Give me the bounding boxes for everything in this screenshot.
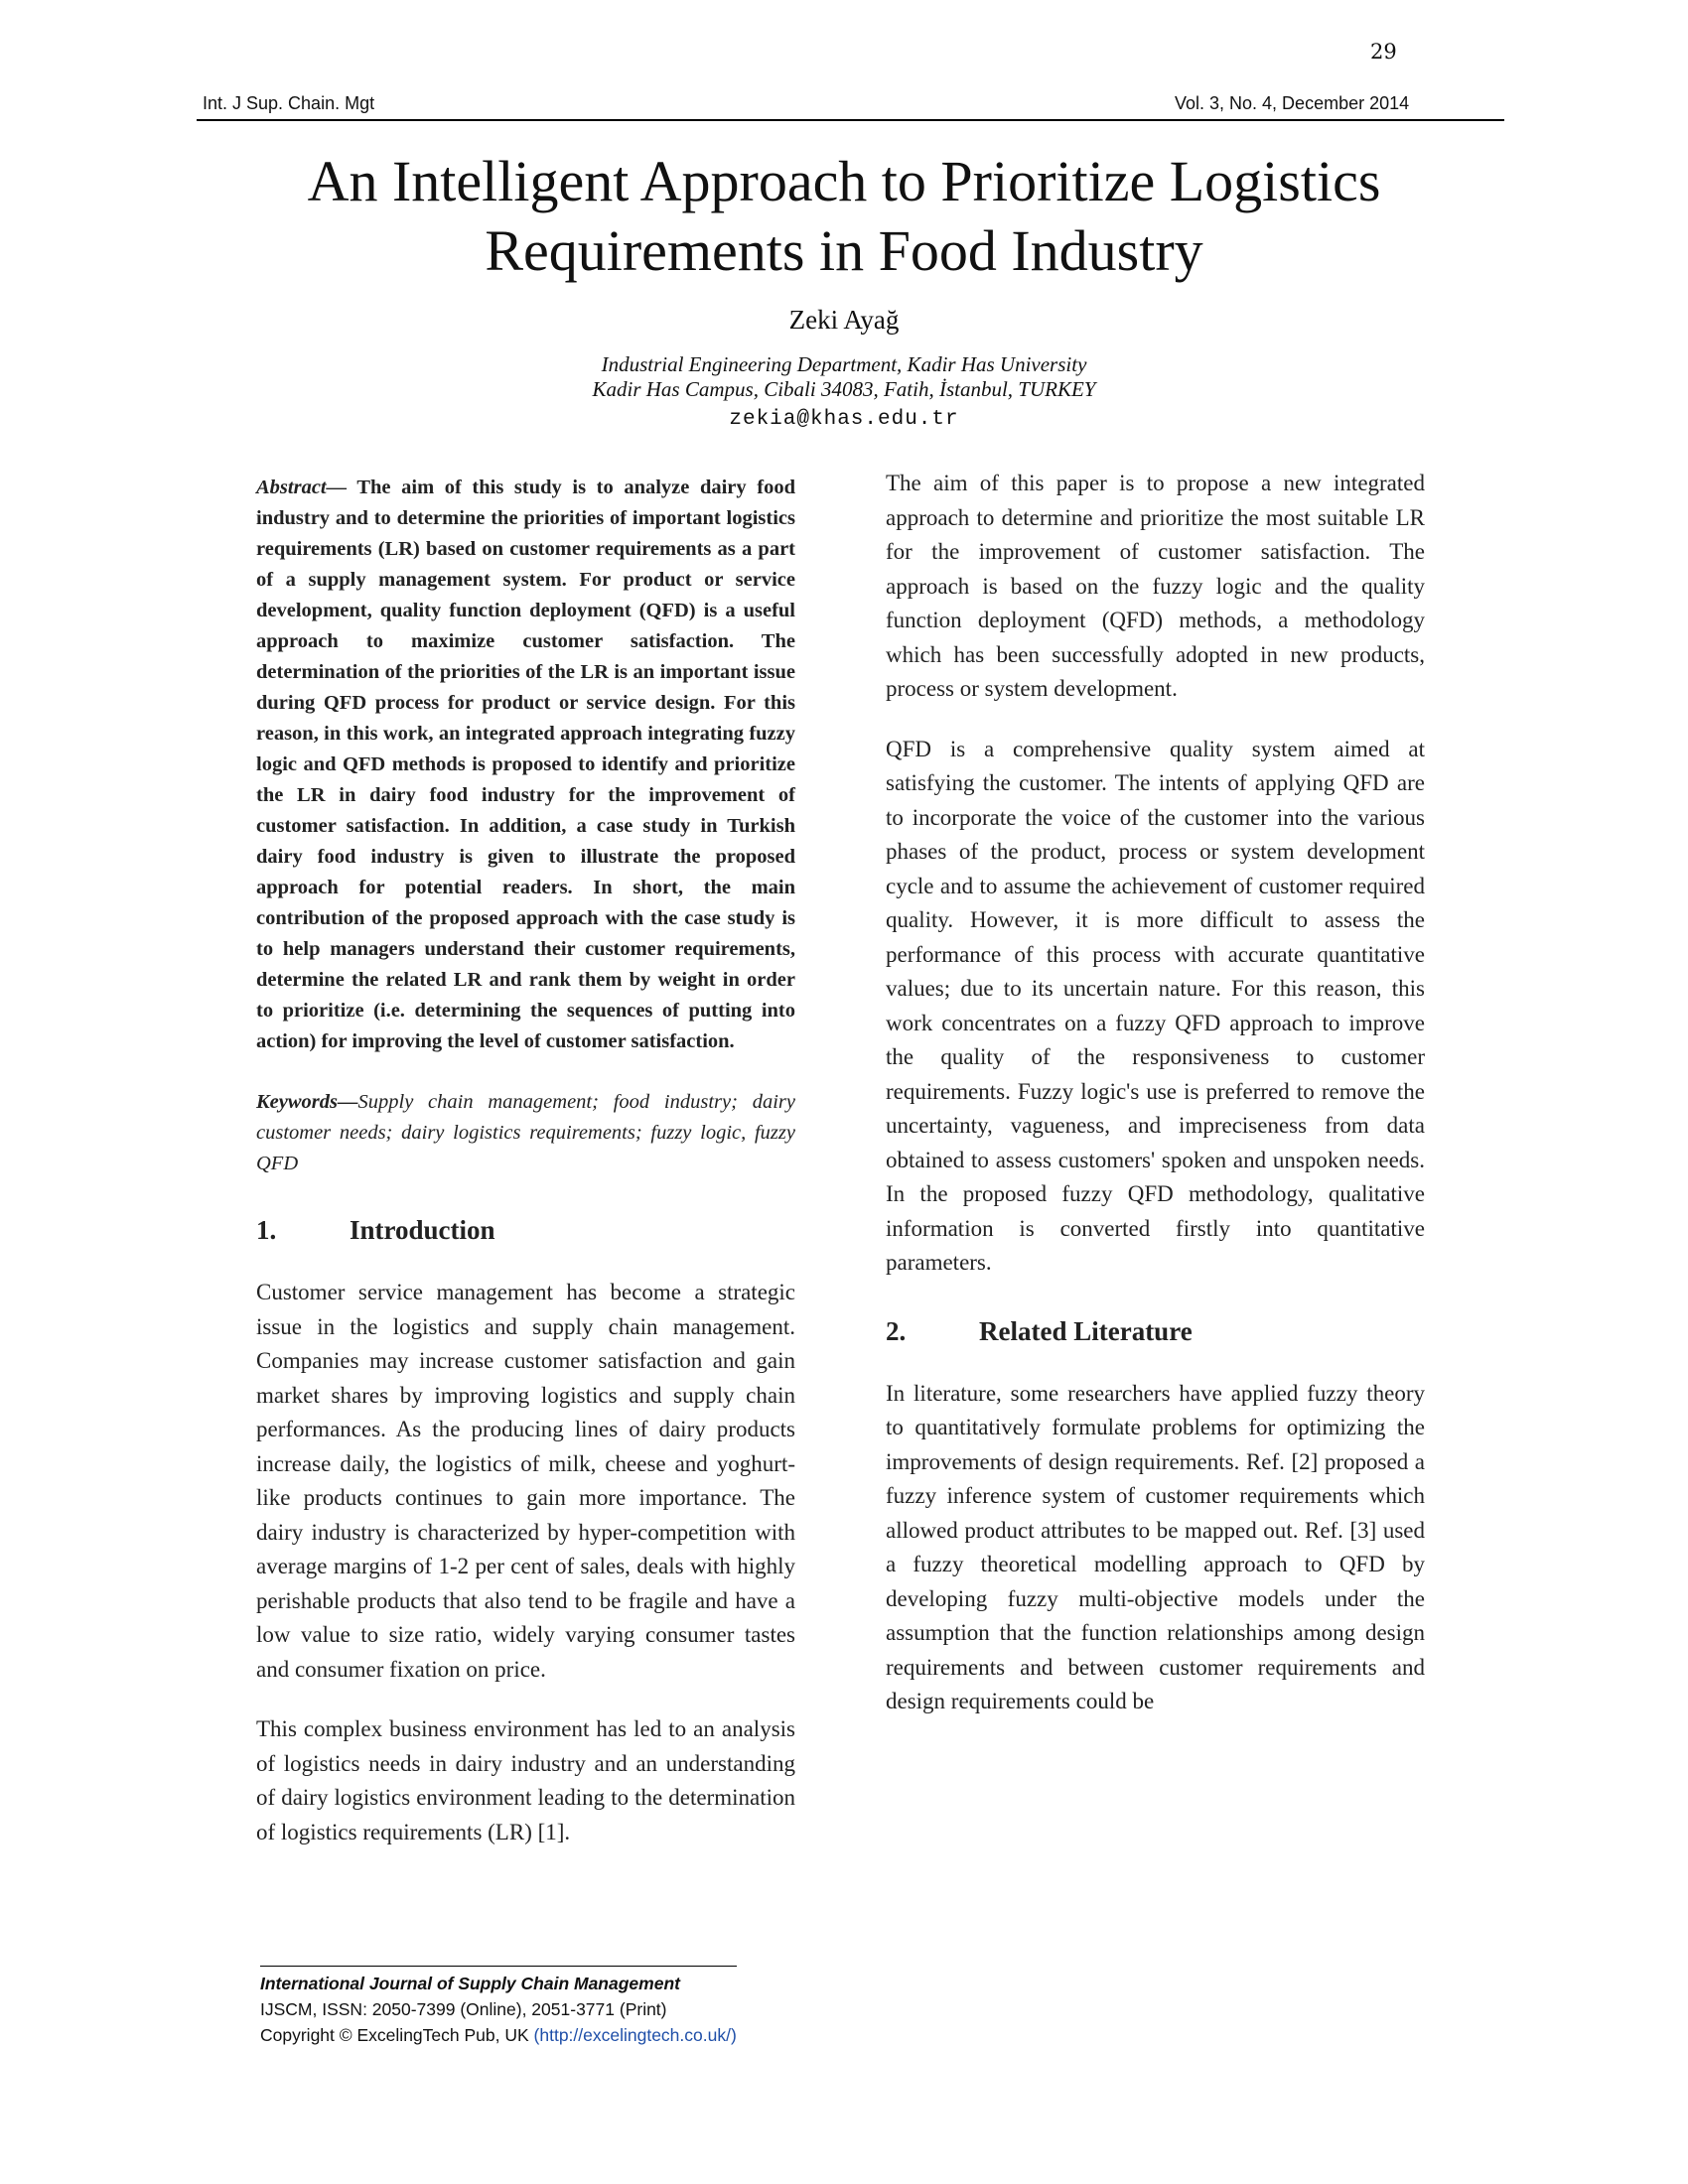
- running-header-journal: Int. J Sup. Chain. Mgt: [203, 93, 375, 113]
- section-number: 1.: [256, 1215, 277, 1245]
- section-heading-related-literature: [886, 1316, 1425, 1347]
- header-divider: [197, 119, 1504, 121]
- paper-title: An Intelligent Approach to Prioritize Logistics Requirements in Food Industry: [307, 149, 1381, 283]
- author-email: zekia@khas.edu.tr: [729, 408, 959, 431]
- abstract-text: The aim of this study is to analyze dairy food industry and to determine the priorities of important logistics requirements (LR) based on customer requirements as a part of a supply management system. For product or service development, quality function deployment (QFD) is a useful approach to maximize customer satisfaction. The determination of the priorities of the LR is an important issue during QFD process for product or service design. For this reason, in this work, an integrated approach integrating fuzzy logic and QFD methods is proposed to identify and prioritize the LR in dairy food industry for the improvement of customer satisfaction. In addition, a case study in Turkish dairy food industry is given to illustrate the proposed approach for potential readers. In short, the main contribution of the proposed approach with the case study is to help managers understand their customer requirements, determine the related LR and rank them by weight in order to prioritize (i.e. determining the sequences of putting into action) for improving the level of customer satisfaction.: [256, 477, 795, 1052]
- left-column: [256, 473, 795, 1849]
- section-title: Related Literature: [979, 1315, 1193, 1346]
- abstract-label: Abstract—: [256, 477, 348, 498]
- paragraph: In literature, some researchers have applied fuzzy theory to quantitatively formulate problems for optimizing the improvements of design requirements. Ref. [2] proposed a fuzzy inference system of customer requirements which allowed product attributes to be mapped out. Ref. [3] used a fuzzy theoretical modelling approach to QFD by developing fuzzy multi-objective models under the assumption that the function relationships among design requirements and between customer requirements and design requirements could be: [886, 1380, 1425, 1713]
- keywords-label: Keywords—: [256, 1091, 358, 1113]
- author-address: Kadir Has Campus, Cibali 34083, Fatih, İstanbul, TURKEY: [592, 377, 1096, 401]
- keywords: [256, 1087, 795, 1179]
- section-number: 2.: [886, 1315, 907, 1346]
- keywords-text: Supply chain management; food industry; dairy customer needs; dairy logistics requirements; fuzzy logic, fuzzy QFD: [256, 1091, 795, 1174]
- footer-divider: [260, 1966, 737, 1967]
- paragraph: Customer service management has become a strategic issue in the logistics and supply chain management. Companies may increase customer satisfaction and gain market shares by improving logistics and supply chain performances. As the producing lines of dairy products increase daily, the logistics of milk, cheese and yoghurt-like products continues to gain more importance. The dairy industry is characterized by hyper-competition with average margins of 1-2 per cent of sales, deals with highly perishable products that also tend to be fragile and have a low value to size ratio, widely varying consumer tastes and consumer fixation on price.: [256, 1280, 795, 1682]
- paragraph: The aim of this paper is to propose a new integrated approach to determine and prioritize the most suitable LR for the improvement of customer satisfaction. The approach is based on the fuzzy logic and the quality function deployment (QFD) methods, a methodology which has been successfully adopted in new products, process or system development.: [886, 471, 1425, 701]
- running-header-volume: Vol. 3, No. 4, December 2014: [1175, 93, 1410, 113]
- paragraph: This complex business environment has led to an analysis of logistics needs in dairy industry and an understanding of dairy logistics environment leading to the determination of logistics requirements (LR) [1].: [256, 1716, 795, 1844]
- footer-issn: IJSCM, ISSN: 2050-7399 (Online), 2051-3771 (Print): [260, 1999, 667, 2019]
- publisher-link[interactable]: (http://excelingtech.co.uk/): [533, 2025, 737, 2045]
- footer-copyright: [260, 2025, 737, 2046]
- page-number: 29: [1370, 40, 1397, 64]
- author-affiliation: Industrial Engineering Department, Kadir Has University: [601, 352, 1087, 376]
- section-title: Introduction: [350, 1215, 495, 1245]
- abstract: [256, 473, 795, 1057]
- footer-journal-name: International Journal of Supply Chain Management: [260, 1974, 680, 1993]
- right-column: [886, 467, 1425, 1745]
- section-heading-introduction: [256, 1215, 795, 1246]
- copyright-text: Copyright © ExcelingTech Pub, UK: [260, 2025, 534, 2045]
- author-name: Zeki Ayağ: [788, 305, 900, 335]
- paragraph: QFD is a comprehensive quality system aimed at satisfying the customer. The intents of applying QFD are to incorporate the voice of the customer into the various phases of the product, process or system development cycle and to assume the achievement of customer required quality. However, it is more difficult to assess the performance of this process with accurate quantitative values; due to its uncertain nature. For this reason, this work concentrates on a fuzzy QFD approach to improve the quality of the responsiveness to customer requirements. Fuzzy logic's use is preferred to remove the uncertainty, vagueness, and impreciseness from data obtained to assess customers' spoken and unspoken needs. In the proposed fuzzy QFD methodology, qualitative information is converted firstly into quantitative parameters.: [886, 736, 1425, 1275]
